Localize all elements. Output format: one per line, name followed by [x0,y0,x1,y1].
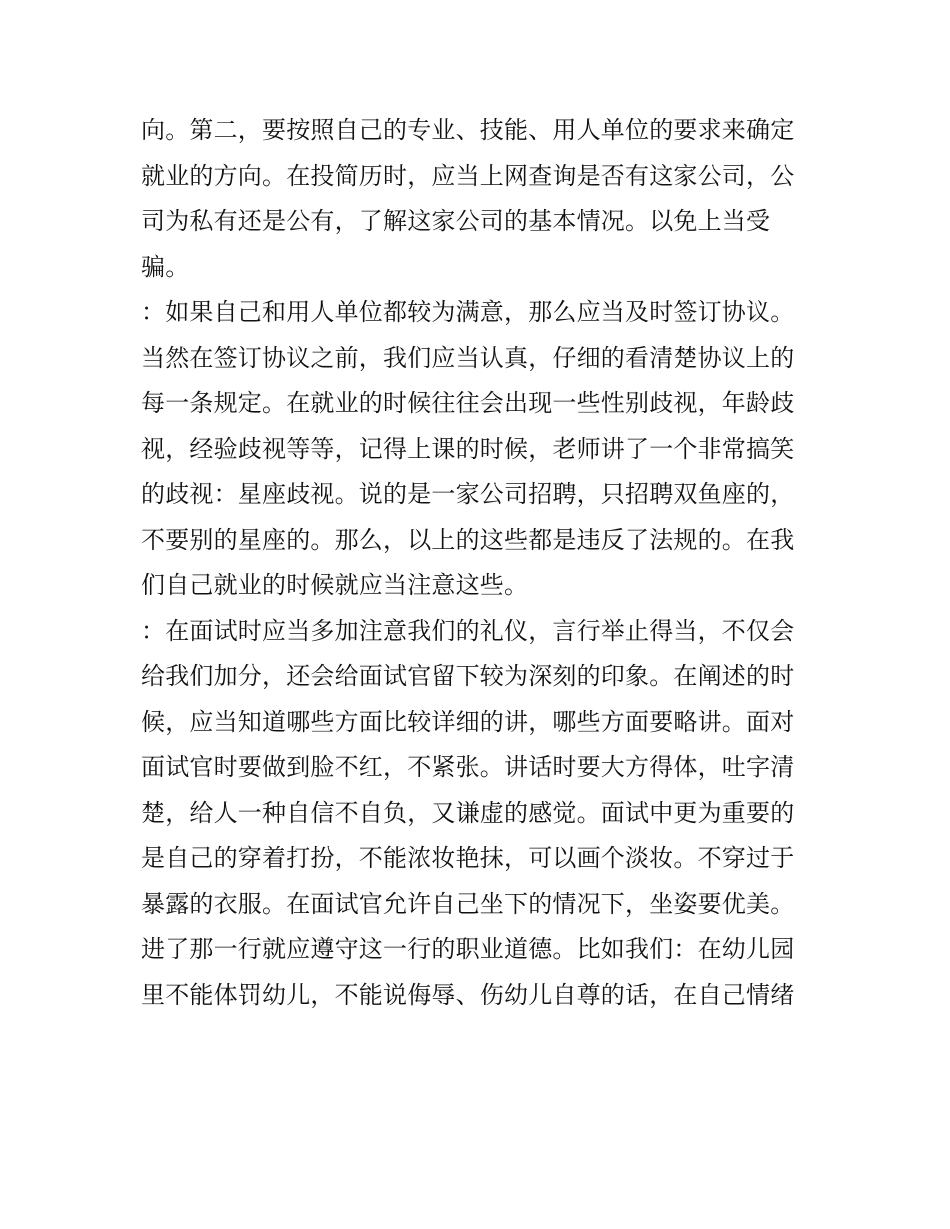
text-line: 候，应当知道哪些方面比较详细的讲，哪些方面要略讲。面对 [141,707,795,736]
text-line: 面试官时要做到脸不红，不紧张。讲话时要大方得体，吐字清 [141,753,795,781]
text-line: 给我们加分，还会给面试官留下较为深刻的印象。在阐述的时 [141,662,795,690]
text-line: 暴露的衣服。在面试官允许自己坐下的情况下，坐姿要优美。 [141,889,795,918]
text-line: 们自己就业的时候就应当注意这些。 [141,571,529,599]
text-line: 不要别的星座的。那么，以上的这些都是违反了法规的。在我 [141,525,795,554]
text-line: 楚，给人一种自信不自负，又谦虚的感觉。面试中更为重要的 [141,798,795,827]
text-line: ：在面试时应当多加注意我们的礼仪，言行举止得当，不仅会 [141,616,795,645]
text-line: 向。第二，要按照自己的专业、技能、用人单位的要求来确定 [141,116,795,144]
text-line: 当然在签订协议之前，我们应当认真，仔细的看清楚协议上的 [141,343,795,372]
text-line: 就业的方向。在投简历时，应当上网查询是否有这家公司，公 [141,161,795,190]
text-line: 骗。 [141,252,190,281]
text-line: ：如果自己和用人单位都较为满意，那么应当及时签订协议。 [141,298,795,326]
text-line: 是自己的穿着打扮，不能浓妆艳抹，可以画个淡妆。不穿过于 [141,844,795,872]
text-line: 进了那一行就应遵守这一行的职业道德。比如我们：在幼儿园 [141,935,795,963]
text-line: 司为私有还是公有，了解这家公司的基本情况。以免上当受 [141,207,771,235]
body-text [141,108,821,1018]
text-line: 视，经验歧视等等，记得上课的时候，老师讲了一个非常搞笑 [141,434,795,463]
text-line: 每一条规定。在就业的时候往往会出现一些性别歧视，年龄歧 [141,389,795,417]
text-line: 里不能体罚幼儿，不能说侮辱、伤幼儿自尊的话，在自己情绪 [141,980,795,1009]
text-line: 的歧视：星座歧视。说的是一家公司招聘，只招聘双鱼座的， [141,480,795,508]
